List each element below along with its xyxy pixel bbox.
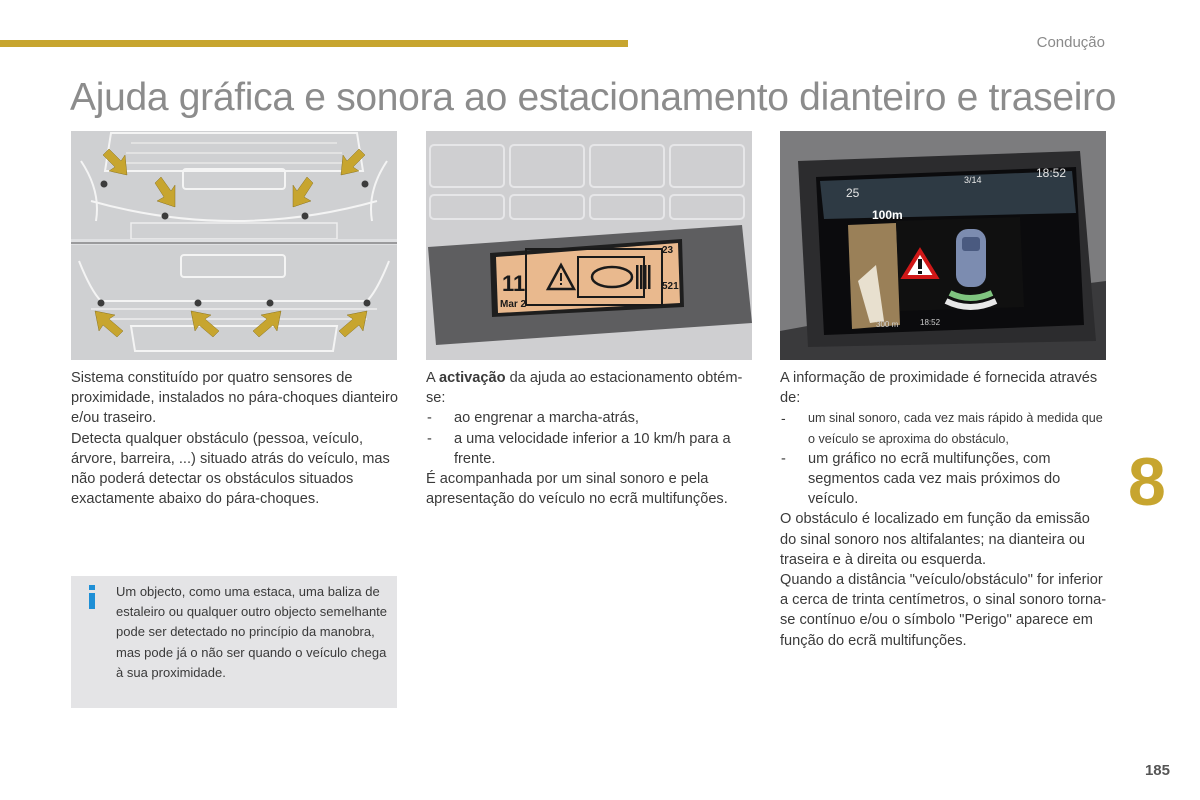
multifunction-screen-photo xyxy=(780,131,1106,360)
svg-text:11: 11 xyxy=(502,271,526,296)
svg-text:23: 23 xyxy=(662,245,674,256)
svg-text:521: 521 xyxy=(662,281,679,292)
info-note-text: Um objecto, como uma estaca, uma baliza de estaleiro ou qualquer outro objecto semelhante pode ser detectado no princípio da manobra, mas pode já o não ser quando o veículo chega à sua proximidade. xyxy=(116,584,388,680)
activation-feedback: É acompanhada por um sinal sonoro e pela apresentação do veículo no ecrã multifunções. xyxy=(426,471,728,508)
list-item: - a uma velocidade inferior a 10 km/h para a frente. xyxy=(426,429,758,469)
svg-text:18:52: 18:52 xyxy=(920,318,941,327)
column-proximity-info xyxy=(780,368,1110,651)
obstacle-location-text: O obstáculo é localizado em função da emissão do sinal sonoro nos altifalantes; na dianteira ou traseira e à direita ou esquerda. xyxy=(780,511,1090,568)
header-accent-bar xyxy=(0,40,628,47)
info-icon xyxy=(87,585,97,609)
proximity-intro: A informação de proximidade é fornecida através de: xyxy=(780,370,1098,407)
svg-text:3/14: 3/14 xyxy=(964,175,982,185)
chapter-number: 8 xyxy=(1128,444,1166,520)
proximity-methods-list xyxy=(780,408,1110,509)
list-item: - um gráfico no ecrã multifunções, com segmentos cada vez mais próximos do veículo. xyxy=(780,449,1110,510)
activation-keyword: activação xyxy=(438,370,506,386)
activation-conditions-list xyxy=(426,408,758,469)
svg-text:18:52: 18:52 xyxy=(1036,166,1067,180)
page-title: Ajuda gráfica e sonora ao estacionamento dianteiro e traseiro xyxy=(70,76,1117,119)
page-number: 185 xyxy=(1144,762,1170,779)
list-item: - um sinal sonoro, cada vez mais rápido à medida que o veículo se aproxima do obstáculo, xyxy=(780,408,1110,448)
svg-text:25: 25 xyxy=(846,186,860,200)
sensors-description: Sistema constituído por quatro sensores de proximidade, instalados no pára-choques dianteiro e/ou traseiro. xyxy=(71,370,398,427)
activation-intro: A activação da ajuda ao estacionamento obtém-se: xyxy=(426,370,743,407)
column-sensors xyxy=(71,368,401,509)
bumper-sensors-illustration xyxy=(71,131,397,360)
info-note-box xyxy=(71,576,397,708)
svg-text:100m: 100m xyxy=(872,208,903,222)
list-item: - ao engrenar a marcha-atrás, xyxy=(426,408,758,428)
section-label: Condução xyxy=(1036,34,1105,51)
dashboard-display-photo xyxy=(426,131,752,360)
svg-text:300 m: 300 m xyxy=(876,320,899,329)
detection-description: Detecta qualquer obstáculo (pessoa, veículo, árvore, barreira, ...) situado atrás do veículo, mas não poderá detectar os obstáculos situados exactamente abaixo do pára-choques. xyxy=(71,430,390,508)
svg-text:Mar 2: Mar 2 xyxy=(500,299,527,310)
continuous-signal-text: Quando a distância "veículo/obstáculo" for inferior a cerca de trinta centímetros, o sinal sonoro torna-se contínuo e/ou o símbolo "Perigo" aparece em função do ecrã multifunções. xyxy=(780,572,1107,649)
column-activation xyxy=(426,368,758,509)
